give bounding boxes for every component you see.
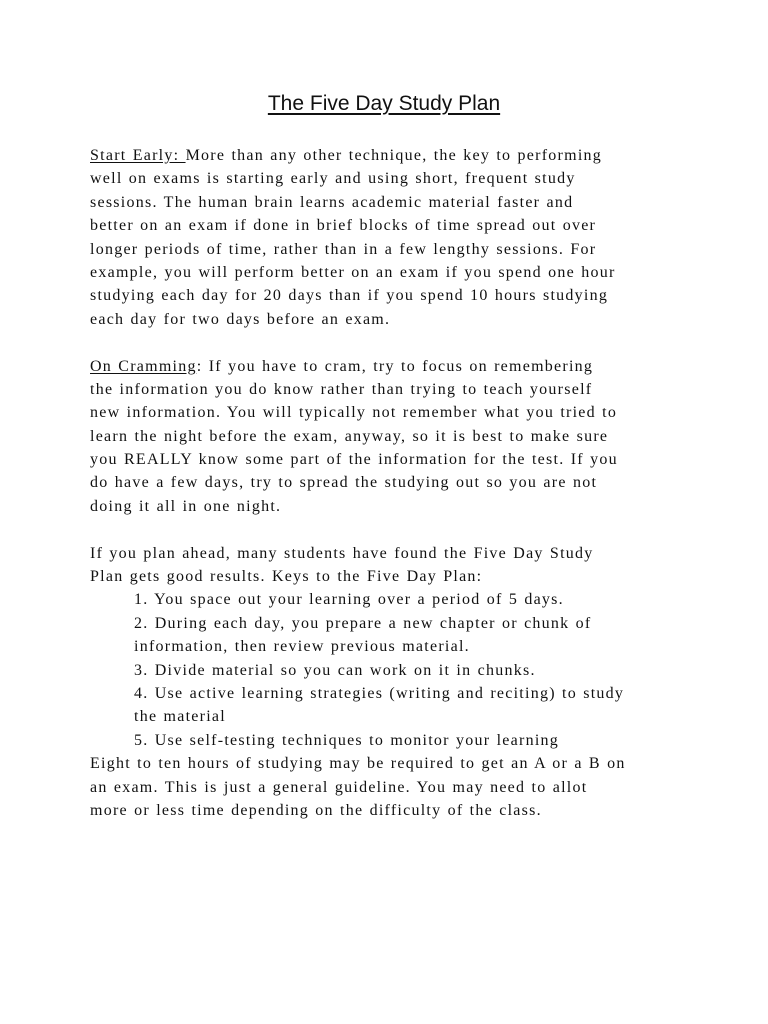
section-label-on-cramming: On Cramming: [90, 357, 197, 375]
text-line: [90, 355, 730, 378]
text-line: the information you do know rather than trying to teach yourself: [90, 380, 593, 398]
list-item: 1. You space out your learning over a period of 5 days.: [134, 591, 564, 609]
keys-list: [90, 588, 730, 752]
list-item: 2. During each day, you prepare a new chapter or chunk of: [134, 614, 592, 632]
list-item: 5. Use self-testing techniques to monitor your learning: [134, 731, 560, 749]
text-line: sessions. The human brain learns academic material faster and: [90, 193, 574, 211]
text-line: example, you will perform better on an exam if you spend one hour: [90, 263, 616, 281]
text-line: do have a few days, try to spread the studying out so you are not: [90, 474, 598, 492]
text-line: you REALLY know some part of the information for the test. If you: [90, 451, 618, 469]
text-line: learn the night before the exam, anyway, so it is best to make sure: [90, 427, 609, 445]
paragraph-gap: [90, 331, 730, 354]
text-line: well on exams is starting early and using short, frequent study: [90, 170, 576, 188]
list-item-continuation: the material: [134, 708, 226, 726]
text-line: better on an exam if done in brief blocks of time spread out over: [90, 217, 597, 235]
text-line: an exam. This is just a general guideline. You may need to allot: [90, 778, 588, 796]
paragraph-closing: [90, 752, 730, 822]
text-line: studying each day for 20 days than if you spend 10 hours studying: [90, 287, 609, 305]
text-line: new information. You will typically not remember what you tried to: [90, 404, 618, 422]
list-item: 4. Use active learning strategies (writing and reciting) to study: [134, 684, 625, 702]
text-line: longer periods of time, rather than in a few lengthy sessions. For: [90, 240, 597, 258]
paragraph-on-cramming: [90, 355, 730, 519]
list-item-continuation: information, then review previous material.: [134, 638, 470, 656]
document-body: [90, 144, 730, 822]
text-line: If you plan ahead, many students have found the Five Day Study: [90, 544, 594, 562]
text-line: more or less time depending on the difficulty of the class.: [90, 801, 542, 819]
page-title: The Five Day Study Plan: [267, 92, 501, 115]
paragraph-start-early: [90, 144, 730, 331]
text-line: Plan gets good results. Keys to the Five Day Plan:: [90, 568, 483, 586]
text-line: Eight to ten hours of studying may be required to get an A or a B on: [90, 755, 626, 773]
list-item: 3. Divide material so you can work on it in chunks.: [134, 661, 536, 679]
paragraph-plan-intro: [90, 542, 730, 589]
section-label-start-early: Start Early:: [90, 147, 186, 164]
text-line: each day for two days before an exam.: [90, 310, 391, 328]
text-run: More than any other technique, the key to performing: [185, 147, 603, 164]
text-run: : If you have to cram, try to focus on remembering: [196, 357, 594, 375]
paragraph-gap: [90, 518, 730, 541]
text-line: doing it all in one night.: [90, 497, 282, 515]
text-line: [90, 144, 730, 167]
